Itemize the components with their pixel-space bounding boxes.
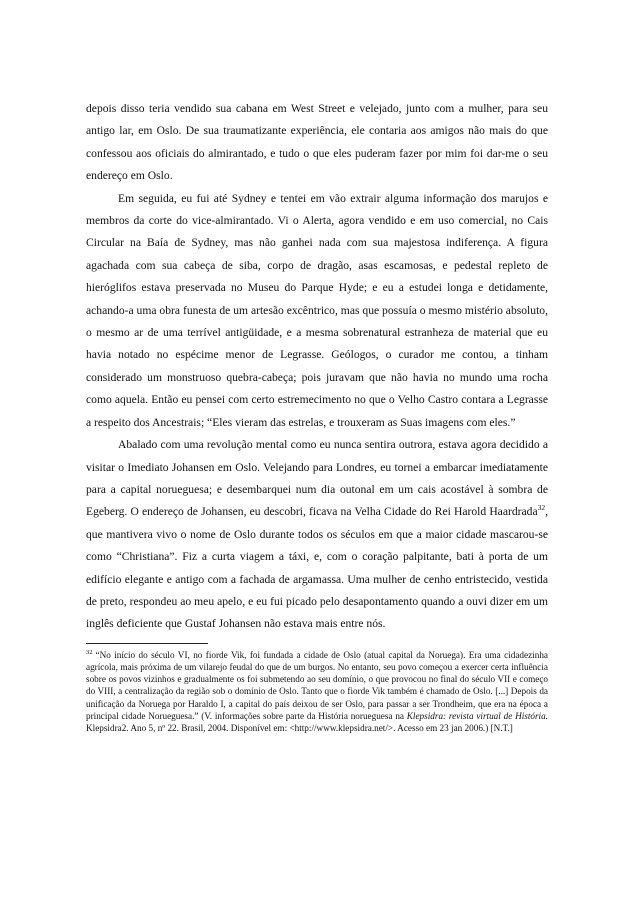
footnote-text-before: “No início do século VI, no fiorde Vik, foi fundada a cidade de Oslo (atual capital da Noruega). Era uma cidadezinha agrícola, mais próxima de um vilarejo feudal do que de um burgos. No entanto, seu povo começou a exercer certa influência sobre os povos vizinhos e gradualmente os foi submetendo ao seu domínio, o que provocou no final do século VII e começo do VIII, a centralização da região sob o domínio de Oslo. Tanto que o fiorde Vik também é chamado de Oslo. [...] Depois da unificação da Noruega por Haraldo I, a capital do país deixou de ser Oslo, para passar a ser Trondheim, que era na época a principal cidade Norueguesa.” (V. informações sobre parte da História norueguesa na bbox=[86, 649, 548, 721]
footnote-source-title: Klepsidra: revista virtual de História. bbox=[406, 710, 549, 721]
footnote-number: 32 bbox=[86, 648, 93, 656]
paragraph-3 bbox=[86, 434, 548, 636]
footnote-separator bbox=[86, 643, 208, 644]
footnote-reference[interactable]: 32 bbox=[537, 503, 546, 513]
paragraph-2: Em seguida, eu fui até Sydney e tentei em vão extrair alguma informação dos marujos e membros da corte do vice-almirantado. Vi o Alerta, agora vendido e em uso comercial, no Cais Circular na Baía de Sydney, mas não ganhei nada com sua majestosa indiferença. A figura agachada com sua cabeça de siba, corpo de dragão, asas escamosas, e pedestal repleto de hieróglifos estava preservada no Museu do Parque Hyde; e eu a estudei longa e detidamente, achando-a uma obra funesta de um artesão excêntrico, mas que possuía o mesmo mistério absoluto, o mesmo ar de uma terrível antigüidade, e a mesma sobrenatural estranheza de material que eu havia notado no espécime menor de Legrasse. Geólogos, o curador me contou, a tinham considerado um monstruoso quebra-cabeça; pois juravam que não havia no mundo uma rocha como aquela. Então eu pensei com certo estremecimento no que o Velho Castro contara a Legrasse a respeito dos Ancestrais; “Eles vieram das estrelas, e trouxeram as Suas imagens com eles.” bbox=[86, 191, 548, 429]
footnote-32 bbox=[86, 649, 548, 734]
document-page bbox=[86, 98, 548, 734]
paragraph-3-text-after: , que mantivera vivo o nome de Oslo durante todos os séculos em que a maior cidade mascarou-se como “Christiana”. Fiz a curta viagem a táxi, e, com o coração palpitante, bati à porta de um edifício elegante e antigo com a fachada de argamassa. Uma mulher de cenho entristecido, vestida de preto, respondeu ao meu apelo, e eu fui picado pelo desapontamento quando a ouvi dizer em um inglês deficiente que Gustaf Johansen não estava mais entre nós. bbox=[86, 505, 548, 631]
footnote-text-after: Klepsidra2. Ano 5, nº 22. Brasil, 2004. Disponível em: <http://www.klepsidra.net/>. Acesso em 23 jan 2006.) [N.T.] bbox=[86, 722, 513, 733]
paragraph-3-text-before: Abalado com uma revolução mental como eu nunca sentira outrora, estava agora decidido a visitar o Imediato Johansen em Oslo. Velejando para Londres, eu tornei a embarcar imediatamente para a capital norueguesa; e desembarquei num dia outonal em um cais acostável à sombra de Egeberg. O endereço de Johansen, eu descobri, ficava na Velha Cidade do Rei Harold Haardrada bbox=[86, 438, 548, 519]
paragraph-1: depois disso teria vendido sua cabana em West Street e velejado, junto com a mulher, para seu antigo lar, em Oslo. De sua traumatizante experiência, ele contaria aos amigos não mais do que confessou aos oficiais do almirantado, e tudo o que eles puderam fazer por mim foi dar-me o seu endereço em Oslo. bbox=[86, 102, 548, 183]
